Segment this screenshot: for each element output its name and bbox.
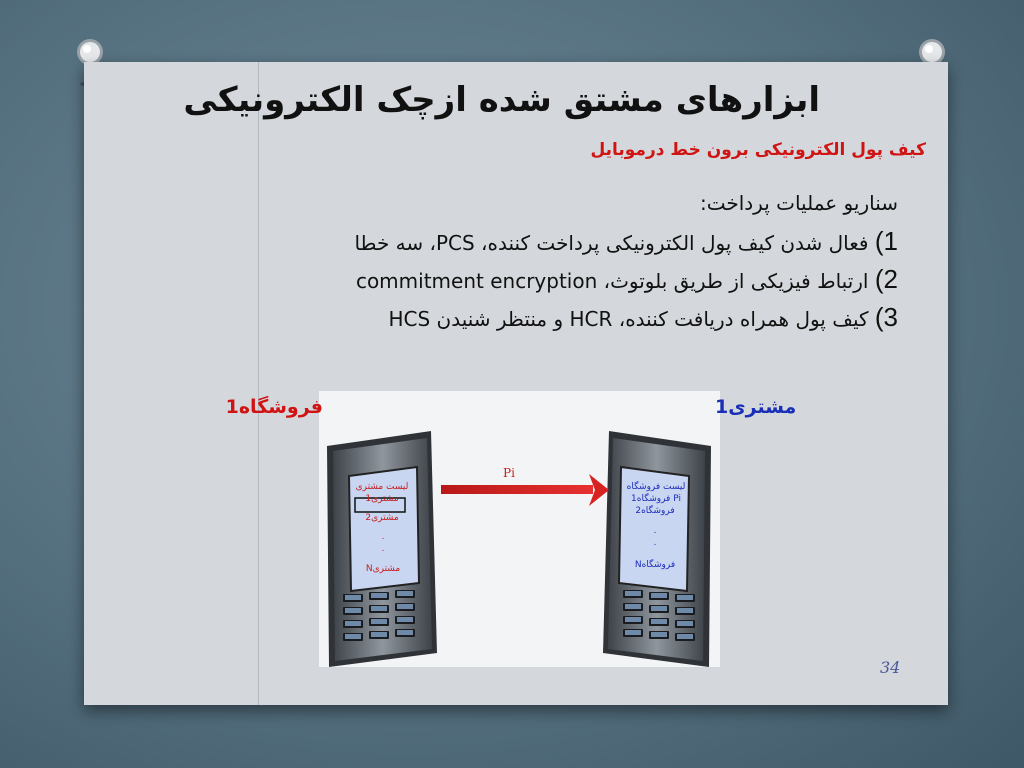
scenario-heading: سناریو عملیات پرداخت: [699,191,898,215]
list-item [218,298,898,336]
slide-subtitle: کیف پول الکترونیکی برون خط درموبایل [590,140,926,160]
customer-phone [603,431,711,667]
store-screen-line: . [381,544,385,554]
store-screen-line: مشتری1 [365,494,399,504]
customer-label: مشتری1 [715,396,797,418]
payment-scenario-list [218,184,898,336]
store-screen-line: مشتری2 [365,513,399,523]
list-item-text: ارتباط فیزیکی از طریق بلوتوث، commitment encryption [355,269,869,293]
customer-screen-line: Pi فروشگاه1 [631,494,681,504]
payment-diagram [225,391,797,667]
list-item-text: فعال شدن کیف پول الکترونیکی پرداخت کننده، PCS، سه خطا [354,231,869,255]
arrow-right-icon [441,474,609,506]
list-item-text: کیف پول همراه دریافت کننده، HCR و منتظر شنیدن HCS [388,307,869,331]
page-number: 34 [880,658,901,677]
list-item-number: 2) [874,264,898,294]
customer-screen-line: . [653,526,657,536]
store-screen-line: . [381,532,385,542]
store-phone [327,431,437,667]
slide-title: ابزارهای مشتق شده ازچک الکترونیکی [183,80,820,120]
list-item [218,260,898,298]
customer-screen-line: فروشگاهN [634,560,676,570]
customer-screen-line: فروشگاه2 [635,506,675,516]
list-item-number: 3) [874,302,898,332]
customer-screen-line: لیست فروشگاه [626,482,686,492]
store-label: فروشگاه1 [225,396,323,418]
customer-screen-line: . [653,538,657,548]
arrow-label: Pi [503,466,515,480]
list-item [218,222,898,260]
card-divider-line [258,62,259,705]
store-screen-line: لیست مشتری [355,482,409,492]
diagram-svg [225,391,797,667]
list-item-number: 1) [874,226,898,256]
store-screen-line: مشتریN [365,564,401,574]
